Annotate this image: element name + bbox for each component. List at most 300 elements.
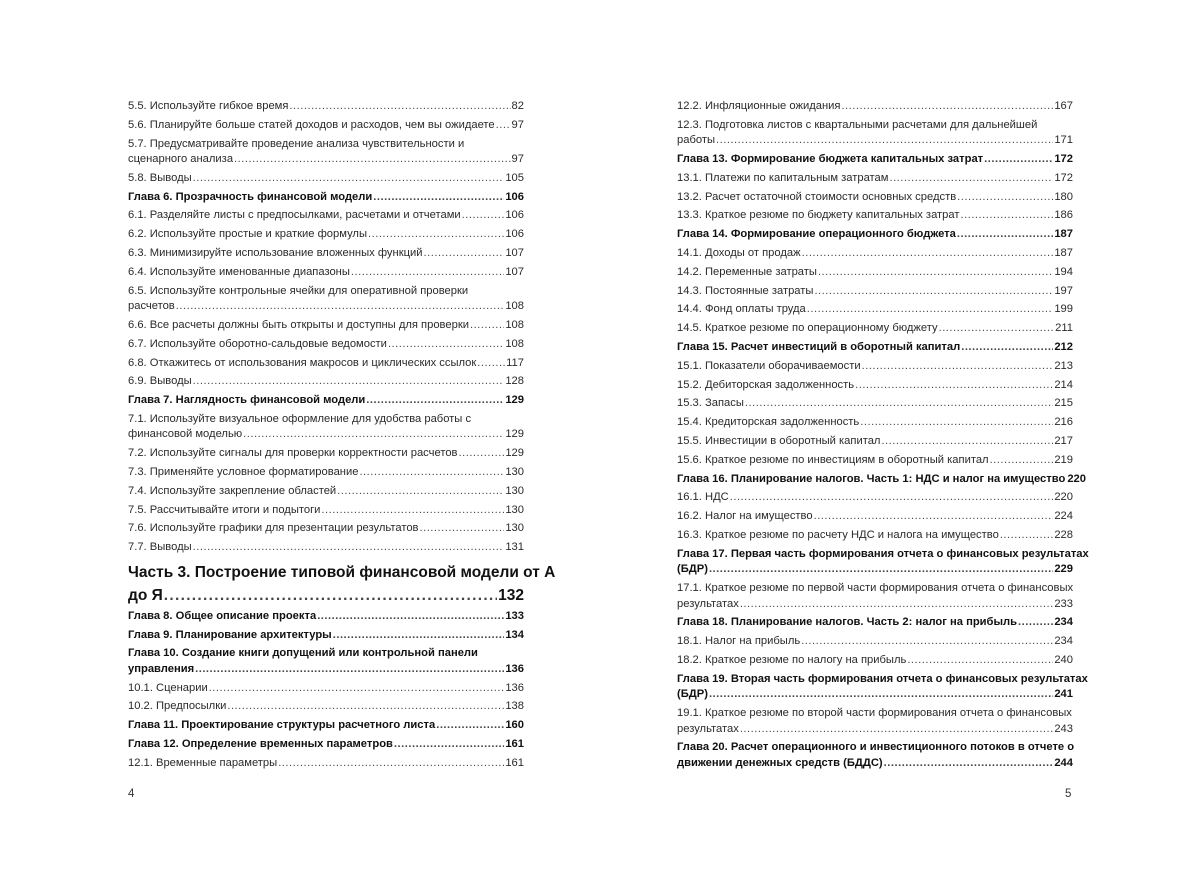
toc-entry-row <box>128 374 524 390</box>
toc-page-number: 129 <box>505 447 524 460</box>
toc-chapter-entry <box>128 628 524 644</box>
toc-chapter-entry <box>128 646 524 677</box>
toc-entry-row <box>677 687 1073 703</box>
toc-entry-row <box>677 396 1073 412</box>
dot-leader <box>889 171 1053 187</box>
toc-entry-row <box>677 509 1073 525</box>
dot-leader <box>939 321 1055 337</box>
toc-entry-title: 16.3. Краткое резюме по расчету НДС и налога на имущество <box>677 529 999 542</box>
dot-leader <box>881 434 1053 450</box>
toc-section-entry <box>128 171 524 187</box>
toc-page-number: 107 <box>505 247 524 260</box>
dot-leader <box>496 118 511 134</box>
toc-entry-row <box>128 737 524 753</box>
toc-section-entry <box>128 356 524 372</box>
toc-page-number: 134 <box>505 628 524 641</box>
dot-leader <box>459 446 505 462</box>
toc-entry-row <box>128 265 524 281</box>
dot-leader <box>862 359 1054 375</box>
toc-page-number: 244 <box>1054 756 1073 769</box>
toc-entry-title: 16.1. НДС <box>677 491 729 504</box>
dot-leader <box>957 227 1053 243</box>
dot-leader <box>333 628 505 644</box>
toc-entry-row <box>677 321 1073 337</box>
toc-entry-row <box>677 152 1073 168</box>
toc-entry-row <box>677 756 1073 772</box>
dot-leader <box>164 584 497 607</box>
toc-chapter-entry <box>677 152 1073 168</box>
toc-section-entry <box>128 137 524 168</box>
toc-entry-row <box>128 246 524 262</box>
toc-section-entry <box>677 265 1073 281</box>
toc-entry-title: 10.2. Предпосылки <box>128 700 227 713</box>
toc-entry-title: Глава 12. Определение временных параметров <box>128 738 393 751</box>
toc-entry-row <box>128 446 524 462</box>
toc-entry-row <box>677 171 1073 187</box>
toc-section-entry <box>128 374 524 390</box>
toc-entry-row <box>128 521 524 537</box>
toc-entry-title: Глава 8. Общее описание проекта <box>128 609 317 622</box>
toc-page-number: 224 <box>1054 510 1073 523</box>
toc-page-number: 167 <box>1054 100 1073 112</box>
dot-leader <box>419 521 504 537</box>
toc-entry-row <box>128 152 524 168</box>
toc-section-entry <box>677 653 1073 669</box>
dot-leader <box>841 99 1053 115</box>
toc-entry-row <box>128 609 524 625</box>
toc-section-entry <box>677 99 1073 115</box>
toc-page-number: 228 <box>1054 529 1073 542</box>
dot-leader <box>1018 615 1053 631</box>
dot-leader <box>321 503 504 519</box>
dot-leader <box>884 756 1054 772</box>
toc-section-entry <box>677 634 1073 650</box>
toc-page-number: 138 <box>505 700 524 713</box>
dot-leader <box>855 378 1053 394</box>
toc-entry-title: 7.4. Используйте закрепление областей <box>128 484 337 497</box>
dot-leader <box>961 340 1053 356</box>
toc-entry-title: 12.2. Инфляционные ожидания <box>677 100 841 112</box>
toc-page-number: 220 <box>1054 491 1073 504</box>
toc-entry-title: (БДР) <box>677 563 708 576</box>
dot-leader <box>470 318 504 334</box>
toc-entry-row <box>677 597 1073 613</box>
toc-entry-title: 10.1. Сценарии <box>128 681 208 694</box>
toc-section-entry <box>128 756 524 772</box>
toc-page-number: 172 <box>1054 153 1073 166</box>
page-number: 4 <box>128 788 135 800</box>
toc-entry-title: результатах <box>677 722 739 735</box>
toc-section-entry <box>677 378 1073 394</box>
toc-entry-row <box>128 540 524 556</box>
toc-entry-title: 15.4. Кредиторская задолженность <box>677 416 860 429</box>
toc-entry-row <box>677 133 1073 149</box>
toc-entry-row <box>128 465 524 481</box>
toc-entry-title: 16.2. Налог на имущество <box>677 510 813 523</box>
toc-page-number: 97 <box>511 118 524 131</box>
dot-leader <box>424 246 505 262</box>
toc-page-number: 161 <box>505 756 524 769</box>
toc-section-entry <box>128 412 524 443</box>
toc-section-entry <box>677 396 1073 412</box>
toc-chapter-entry <box>677 740 1073 771</box>
toc-entry-row <box>677 359 1073 375</box>
toc-entry-row <box>677 208 1073 224</box>
toc-entry-row <box>677 615 1073 631</box>
dot-leader <box>814 284 1053 300</box>
dot-leader <box>195 662 504 678</box>
toc-entry-title: Глава 18. Планирование налогов. Часть 2: налог на прибыль <box>677 616 1018 629</box>
toc-page-number: 194 <box>1054 265 1073 278</box>
toc-chapter-entry <box>677 472 1086 488</box>
toc-section-entry <box>128 265 524 281</box>
toc-section-entry <box>128 118 524 134</box>
toc-entry-title: Глава 9. Планирование архитектуры <box>128 628 332 641</box>
toc-entry-row <box>677 562 1073 578</box>
dot-leader <box>289 99 510 115</box>
toc-entry-row <box>128 227 524 243</box>
toc-entry-row <box>677 490 1073 506</box>
toc-entry-title: 15.6. Краткое резюме по инвестициям в оборотный капитал <box>677 453 989 466</box>
dot-leader <box>359 465 504 481</box>
toc-entry-row <box>128 628 524 644</box>
toc-chapter-entry <box>128 737 524 753</box>
toc-page-number: 180 <box>1054 190 1073 203</box>
dot-leader <box>730 490 1054 506</box>
toc-page-number: 131 <box>505 541 524 554</box>
toc-entry-row <box>128 299 524 315</box>
toc-entry-title: 14.5. Краткое резюме по операционному бюджету <box>677 322 938 335</box>
toc-entry-title: управления <box>128 662 195 675</box>
toc-page-number: 199 <box>1054 303 1073 316</box>
toc-section-entry <box>128 318 524 334</box>
toc-section-entry <box>677 302 1073 318</box>
toc-entry-title: 13.3. Краткое резюме по бюджету капитальных затрат <box>677 209 960 222</box>
toc-entry-row <box>677 302 1073 318</box>
toc-page-number: 197 <box>1054 284 1073 297</box>
toc-part-heading <box>128 561 556 607</box>
toc-entry-title-line: 19.1. Краткое резюме по второй части формирования отчета о финансовых <box>677 707 1072 720</box>
dot-leader <box>740 597 1054 613</box>
toc-page-number: 187 <box>1054 247 1073 260</box>
toc-section-entry <box>677 359 1073 375</box>
dot-leader <box>368 227 504 243</box>
toc-entry-title: Глава 6. Прозрачность финансовой модели <box>128 190 373 203</box>
toc-page-number: 130 <box>505 466 524 479</box>
toc-entry-title: Глава 15. Расчет инвестиций в оборотный капитал <box>677 341 961 354</box>
toc-entry-title: 5.5. Используйте гибкое время <box>128 100 289 112</box>
toc-list <box>128 99 556 775</box>
dot-leader <box>462 208 505 224</box>
dot-leader <box>317 609 504 625</box>
toc-section-entry <box>677 321 1073 337</box>
dot-leader <box>477 356 505 372</box>
toc-section-entry <box>128 284 524 315</box>
toc-page-number: 234 <box>1054 635 1073 648</box>
toc-entry-row <box>677 453 1073 469</box>
toc-page-number: 108 <box>505 337 524 350</box>
toc-entry-row <box>128 99 524 115</box>
toc-entry-row <box>128 427 524 443</box>
dot-leader <box>801 634 1053 650</box>
toc-page-number: 214 <box>1054 378 1073 391</box>
toc-entry-title: 15.3. Запасы <box>677 397 744 410</box>
toc-entry-title: Глава 13. Формирование бюджета капитальных затрат <box>677 153 984 166</box>
toc-entry-row <box>677 634 1073 650</box>
toc-page-number: 233 <box>1054 597 1073 610</box>
toc-page-number: 106 <box>505 228 524 241</box>
dot-leader <box>193 540 505 556</box>
toc-entry-row <box>677 99 1073 115</box>
toc-chapter-entry <box>128 190 524 206</box>
toc-entry-row <box>128 756 524 772</box>
toc-chapter-entry <box>128 609 524 625</box>
toc-entry-title: сценарного анализа <box>128 153 234 166</box>
toc-entry-title: до Я <box>128 586 163 604</box>
toc-entry-title-line: Глава 10. Создание книги допущений или контрольной панели <box>128 647 478 660</box>
toc-entry-row <box>128 681 524 697</box>
toc-page-number: 215 <box>1054 397 1073 410</box>
toc-entry-title: 15.5. Инвестиции в оборотный капитал <box>677 435 881 448</box>
dot-leader <box>709 687 1053 703</box>
toc-section-entry <box>677 284 1073 300</box>
toc-entry-title: результатах <box>677 597 739 610</box>
toc-page-number: 220 <box>1067 472 1086 485</box>
dot-leader <box>337 484 504 500</box>
toc-section-entry <box>677 490 1073 506</box>
toc-page-number: 241 <box>1054 688 1073 701</box>
toc-entry-title: 13.2. Расчет остаточной стоимости основных средств <box>677 190 957 203</box>
toc-page-number: 161 <box>505 738 524 751</box>
toc-section-entry <box>128 337 524 353</box>
toc-page-number: 133 <box>505 609 524 622</box>
toc-entry-row <box>128 337 524 353</box>
dot-leader <box>860 415 1053 431</box>
toc-entry-title: 15.1. Показатели оборачиваемости <box>677 359 861 372</box>
toc-page-number: 219 <box>1054 453 1073 466</box>
toc-entry-title: 6.6. Все расчеты должны быть открыты и доступны для проверки <box>128 318 469 331</box>
dot-leader <box>807 302 1054 318</box>
toc-page-number: 211 <box>1055 322 1073 335</box>
toc-section-entry <box>677 706 1073 737</box>
toc-page-number: 130 <box>505 503 524 516</box>
toc-entry-row <box>677 340 1073 356</box>
dot-leader <box>193 171 505 187</box>
toc-section-entry <box>128 699 524 715</box>
toc-entry-row <box>128 718 524 734</box>
toc-entry-title-line: Глава 17. Первая часть формирования отчета о финансовых результатах <box>677 547 1089 560</box>
dot-leader <box>818 265 1053 281</box>
toc-chapter-entry <box>677 340 1073 356</box>
toc-page-number: 229 <box>1054 563 1073 576</box>
dot-leader <box>907 653 1053 669</box>
toc-section-entry <box>677 453 1073 469</box>
toc-section-entry <box>128 484 524 500</box>
toc-entry-row <box>677 653 1073 669</box>
toc-entry-title: 6.1. Разделяйте листы с предпосылками, расчетами и отчетами <box>128 209 461 222</box>
toc-entry-title-line: 5.7. Предусматривайте проведение анализа чувствительности и <box>128 137 465 150</box>
toc-entry-row <box>128 503 524 519</box>
toc-page-number: 130 <box>505 484 524 497</box>
toc-entry-title: финансовой моделью <box>128 428 243 441</box>
dot-leader <box>394 737 504 753</box>
toc-entry-row <box>128 662 524 678</box>
toc-chapter-entry <box>677 672 1088 703</box>
toc-page-number: 107 <box>505 265 524 278</box>
toc-entry-title: 6.7. Используйте оборотно-сальдовые ведомости <box>128 337 387 350</box>
toc-entry-row <box>677 265 1073 281</box>
toc-entry-title-line: 17.1. Краткое резюме по первой части формирования отчета о финансовых <box>677 582 1074 595</box>
toc-entry-title: 7.7. Выводы <box>128 541 192 554</box>
toc-section-entry <box>677 190 1073 206</box>
toc-entry-title: 7.2. Используйте сигналы для проверки корректности расчетов <box>128 447 458 460</box>
toc-entry-title-line: Часть 3. Построение типовой финансовой модели от А <box>128 563 556 581</box>
dot-leader <box>740 722 1054 738</box>
toc-page-number: 108 <box>505 300 524 313</box>
toc-entry-title: 14.3. Постоянные затраты <box>677 284 814 297</box>
toc-entry-row <box>128 118 524 134</box>
toc-page-number: 217 <box>1054 435 1073 448</box>
toc-entry-title: 7.6. Используйте графики для презентации результатов <box>128 522 419 535</box>
dot-leader <box>243 427 504 443</box>
toc-chapter-entry <box>128 718 524 734</box>
toc-page-number: 117 <box>506 356 524 369</box>
toc-section-entry <box>128 99 524 115</box>
dot-leader <box>961 208 1054 224</box>
toc-page-number: 108 <box>505 318 524 331</box>
toc-entry-title: работы <box>677 134 715 147</box>
toc-entry-row <box>677 722 1073 738</box>
toc-chapter-entry <box>677 547 1089 578</box>
toc-entry-title-line: Глава 20. Расчет операционного и инвестиционного потоков в отчете о <box>677 741 1075 754</box>
dot-leader <box>176 299 505 315</box>
toc-page-number: 129 <box>505 394 524 407</box>
dot-leader <box>1000 528 1054 544</box>
toc-entry-title: 6.3. Минимизируйте использование вложенных функций <box>128 247 423 260</box>
dot-leader <box>436 718 504 734</box>
toc-entry-title: 14.1. Доходы от продаж <box>677 247 801 260</box>
toc-entry-row <box>128 393 524 409</box>
toc-page-number: 105 <box>505 171 524 184</box>
toc-page-number: 160 <box>505 719 524 732</box>
toc-page-number: 82 <box>511 100 524 112</box>
toc-section-entry <box>677 581 1073 612</box>
toc-entry-title: Глава 11. Проектирование структуры расчетного листа <box>128 719 436 732</box>
toc-entry-title: (БДР) <box>677 688 708 701</box>
toc-entry-row <box>128 584 524 607</box>
toc-entry-title: 12.1. Временные параметры <box>128 756 278 769</box>
toc-entry-title-line: 7.1. Используйте визуальное оформление для удобства работы с <box>128 412 472 425</box>
toc-entry-title: расчетов <box>128 300 175 313</box>
dot-leader <box>957 190 1053 206</box>
toc-entry-row <box>128 318 524 334</box>
toc-chapter-entry <box>677 615 1073 631</box>
toc-section-entry <box>677 415 1073 431</box>
dot-leader <box>373 190 504 206</box>
toc-entry-title: Глава 7. Наглядность финансовой модели <box>128 394 366 407</box>
toc-page-number: 136 <box>505 662 524 675</box>
toc-entry-row <box>677 284 1073 300</box>
toc-page-number: 186 <box>1054 209 1073 222</box>
toc-entry-row <box>128 356 524 372</box>
toc-entry-title: 15.2. Дебиторская задолженность <box>677 378 855 391</box>
toc-section-entry <box>677 509 1073 525</box>
toc-entry-row <box>677 190 1073 206</box>
toc-entry-title: 7.5. Рассчитывайте итоги и подытоги <box>128 503 321 516</box>
toc-entry-title: 14.4. Фонд оплаты труда <box>677 303 806 316</box>
dot-leader <box>984 152 1053 168</box>
toc-entry-title: 6.2. Используйте простые и краткие формулы <box>128 228 367 241</box>
toc-entry-title: 18.2. Краткое резюме по налогу на прибыль <box>677 654 907 667</box>
toc-page-number: 130 <box>505 522 524 535</box>
toc-entry-title: 6.9. Выводы <box>128 375 192 388</box>
toc-entry-title: 18.1. Налог на прибыль <box>677 635 801 648</box>
toc-entry-row <box>128 190 524 206</box>
toc-entry-title: 6.4. Используйте именованные диапазоны <box>128 265 350 278</box>
toc-entry-title-line: Глава 19. Вторая часть формирования отчета о финансовых результатах <box>677 672 1088 685</box>
toc-page-number: 97 <box>511 153 524 166</box>
toc-entry-title: 14.2. Переменные затраты <box>677 265 817 278</box>
dot-leader <box>802 246 1054 262</box>
toc-section-entry <box>677 118 1073 149</box>
toc-section-entry <box>128 465 524 481</box>
dot-leader <box>209 681 505 697</box>
toc-page-number: 106 <box>505 190 524 203</box>
toc-page-number: 243 <box>1054 722 1073 735</box>
toc-section-entry <box>128 521 524 537</box>
toc-entry-row <box>677 415 1073 431</box>
right-page <box>600 0 1200 873</box>
toc-entry-row <box>677 378 1073 394</box>
toc-page-number: 234 <box>1054 616 1073 629</box>
toc-entry-title: Глава 14. Формирование операционного бюджета <box>677 228 956 241</box>
toc-entry-title-line: 12.3. Подготовка листов с квартальными расчетами для дальнейшей <box>677 118 1038 131</box>
toc-page-number: 128 <box>505 375 524 388</box>
toc-entry-row <box>677 472 1086 488</box>
toc-page-number: 213 <box>1054 359 1073 372</box>
toc-entry-row <box>677 434 1073 450</box>
toc-page-number: 212 <box>1054 341 1073 354</box>
toc-page-number: 129 <box>505 428 524 441</box>
dot-leader <box>814 509 1054 525</box>
toc-list <box>677 99 1089 775</box>
toc-entry-title: 5.8. Выводы <box>128 171 192 184</box>
toc-entry-title: движении денежных средств (БДДС) <box>677 756 883 769</box>
toc-section-entry <box>128 208 524 224</box>
toc-entry-row <box>677 227 1073 243</box>
toc-section-entry <box>677 528 1073 544</box>
page-number: 5 <box>1065 788 1072 800</box>
dot-leader <box>278 756 504 772</box>
toc-section-entry <box>677 246 1073 262</box>
toc-section-entry <box>128 227 524 243</box>
toc-section-entry <box>128 246 524 262</box>
toc-section-entry <box>128 446 524 462</box>
toc-section-entry <box>128 681 524 697</box>
toc-section-entry <box>128 503 524 519</box>
toc-page-number: 132 <box>498 586 524 604</box>
toc-page-number: 136 <box>505 681 524 694</box>
toc-entry-row <box>128 484 524 500</box>
dot-leader <box>716 133 1053 149</box>
toc-entry-row <box>677 528 1073 544</box>
dot-leader <box>366 393 504 409</box>
dot-leader <box>990 453 1054 469</box>
dot-leader <box>709 562 1053 578</box>
dot-leader <box>388 337 504 353</box>
toc-entry-row <box>128 171 524 187</box>
toc-section-entry <box>677 171 1073 187</box>
